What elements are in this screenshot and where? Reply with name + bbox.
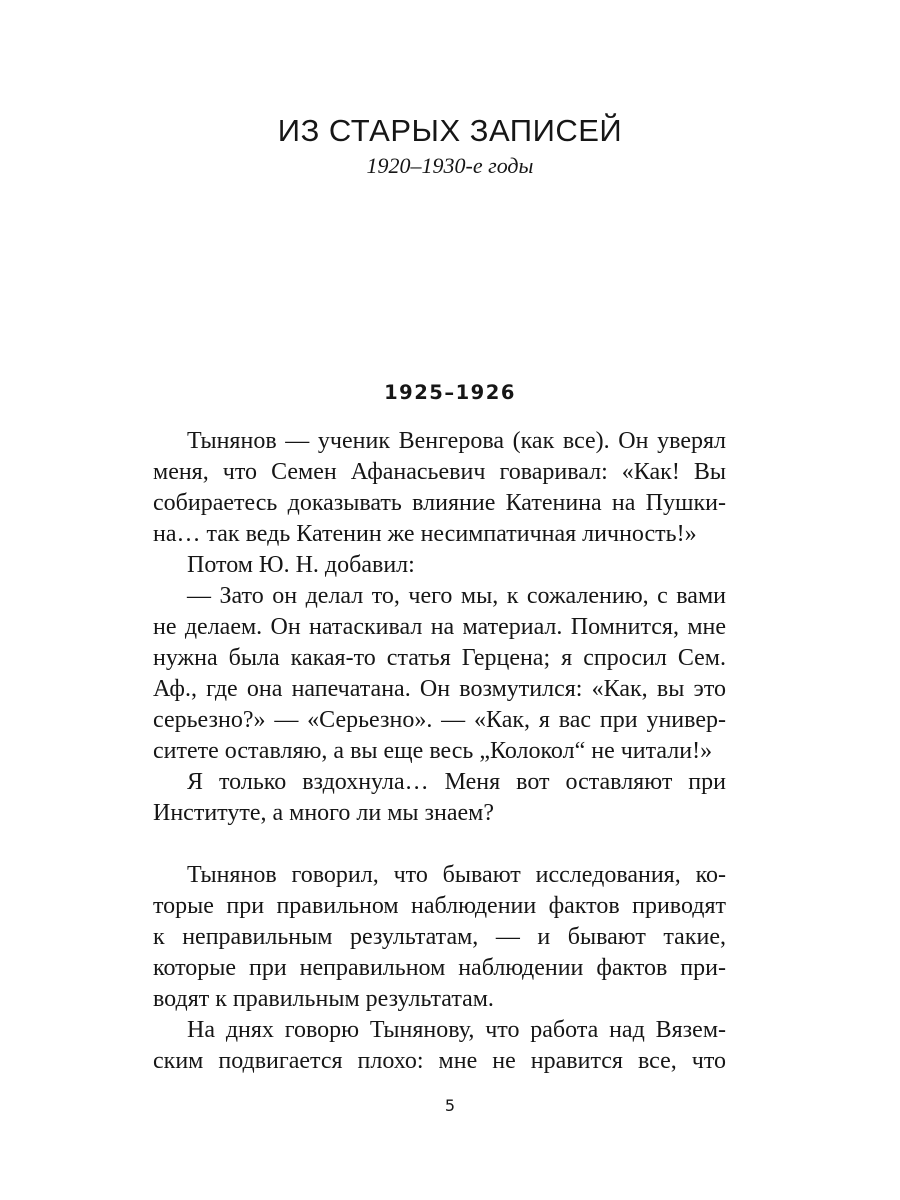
text-line: нужна была какая-то статья Герцена; я спросил Сем.: [153, 645, 726, 671]
page-number: 5: [444, 1096, 456, 1115]
chapter-title: ИЗ СТАРЫХ ЗАПИСЕЙ: [277, 113, 623, 148]
text-line: к неправильным результатам, — и бывают такие,: [153, 924, 726, 950]
text-line: Институте, а много ли мы знаем?: [153, 800, 495, 826]
text-line: Аф., где она напечатана. Он возмутился: «Как, вы это: [153, 676, 726, 702]
paragraph: [153, 426, 726, 550]
text-line: меня, что Семен Афанасьевич говаривал: «Как! Вы: [153, 459, 726, 485]
text-line: на… так ведь Катенин же несимпатичная личность!»: [153, 521, 697, 547]
paragraph: [153, 860, 726, 1015]
text-line: ским подвигается плохо: мне не нравится все, что: [153, 1048, 726, 1074]
text-line: собираетесь доказывать влияние Катенина на Пушки-: [153, 490, 726, 516]
text-line: ситете оставляю, а вы еще весь „Колокол“ не читали!»: [153, 738, 713, 764]
text-line: На днях говорю Тынянову, что работа над Вязем-: [187, 1017, 726, 1043]
chapter-subtitle: 1920–1930-е годы: [366, 153, 534, 178]
section-heading: 1925–1926: [384, 381, 516, 404]
text-line: Тынянов говорил, что бывают исследования, ко-: [187, 862, 726, 888]
text-line: торые при правильном наблюдении фактов приводят: [153, 893, 726, 919]
text-line: Тынянов — ученик Венгерова (как все). Он уверял: [187, 428, 726, 454]
text-line: Я только вздохнула… Меня вот оставляют при: [187, 769, 726, 795]
paragraph: [153, 581, 726, 767]
paragraph: [153, 550, 726, 581]
text-line: которые при неправильном наблюдении фактов при-: [153, 955, 726, 981]
text-line: водят к правильным результатам.: [153, 986, 494, 1012]
text-line: серьезно?» — «Серьезно». — «Как, я вас при универ-: [153, 707, 726, 733]
text-line: — Зато он делал то, чего мы, к сожалению, с вами: [187, 583, 726, 609]
text-line: не делаем. Он натаскивал на материал. Помнится, мне: [153, 614, 726, 640]
paragraph: [153, 767, 726, 829]
text-line: Потом Ю. Н. добавил:: [187, 552, 415, 578]
paragraph: [153, 1015, 726, 1077]
